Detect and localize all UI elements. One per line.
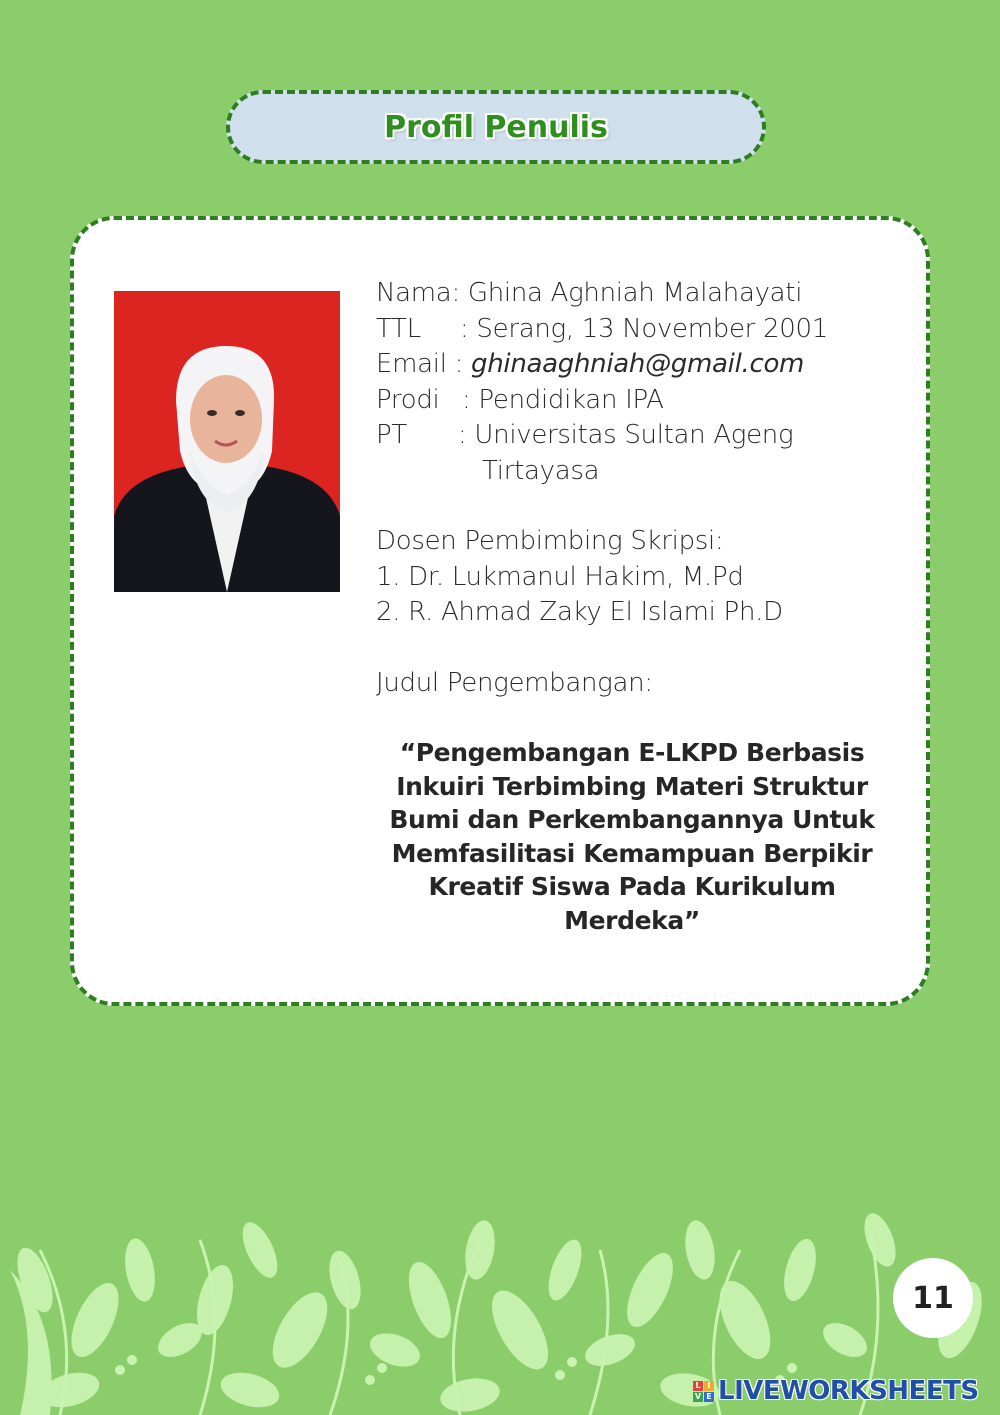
- portrait-illustration: [114, 291, 340, 592]
- email-label: Email :: [376, 349, 464, 379]
- supervisor-item: 1. Dr. Lukmanul Hakim, M.Pd: [376, 561, 744, 592]
- page-number: 11: [893, 1258, 973, 1338]
- pt-row: [376, 418, 896, 454]
- prodi-value: : Pendidikan IPA: [462, 384, 664, 415]
- page-title: Profil Penulis: [384, 109, 608, 145]
- pt-row-continued: [376, 454, 896, 490]
- name-label: Nama:: [376, 278, 460, 308]
- title-banner: [226, 90, 766, 164]
- pt-label: PT: [376, 420, 407, 450]
- pt-value-line1: : Universitas Sultan Ageng: [458, 420, 794, 450]
- email-value[interactable]: ghinaaghniah@gmail.com: [471, 349, 805, 379]
- brand-badge-icon: L I V E: [693, 1381, 714, 1402]
- brand-text: LIVEWORKSHEETS: [718, 1376, 979, 1406]
- prodi-label: Prodi: [376, 384, 440, 415]
- name-row: [376, 276, 896, 312]
- profile-info: [376, 276, 896, 701]
- author-photo: [114, 291, 340, 592]
- research-title-line: Kreatif Siswa Pada Kurikulum: [428, 872, 836, 901]
- research-title-line: Merdeka”: [564, 905, 700, 935]
- research-title-line: Bumi dan Perkembangannya Untuk: [389, 805, 875, 834]
- research-title-line: Memfasilitasi Kemampuan Berpikir: [391, 838, 873, 868]
- research-title-line: Inkuiri Terbimbing Materi Struktur: [396, 771, 868, 801]
- pt-value-line2: Tirtayasa: [482, 455, 600, 486]
- supervisor-heading: Dosen Pembimbing Skripsi:: [376, 526, 724, 556]
- name-value: Ghina Aghniah Malahayati: [467, 278, 803, 308]
- research-title-line: “Pengembangan E-LKPD Berbasis: [399, 738, 865, 767]
- research-title: [372, 736, 892, 937]
- liveworksheets-logo[interactable]: [693, 1373, 979, 1409]
- email-row: [376, 347, 896, 383]
- birth-value: : Serang, 13 November 2001: [460, 313, 828, 344]
- birth-label: TTL: [376, 313, 421, 344]
- research-heading: Judul Pengembangan:: [376, 667, 653, 698]
- supervisor-item: 2. R. Ahmad Zaky El Islami Ph.D: [376, 597, 783, 627]
- birth-row: [376, 312, 896, 348]
- prodi-row: [376, 383, 896, 419]
